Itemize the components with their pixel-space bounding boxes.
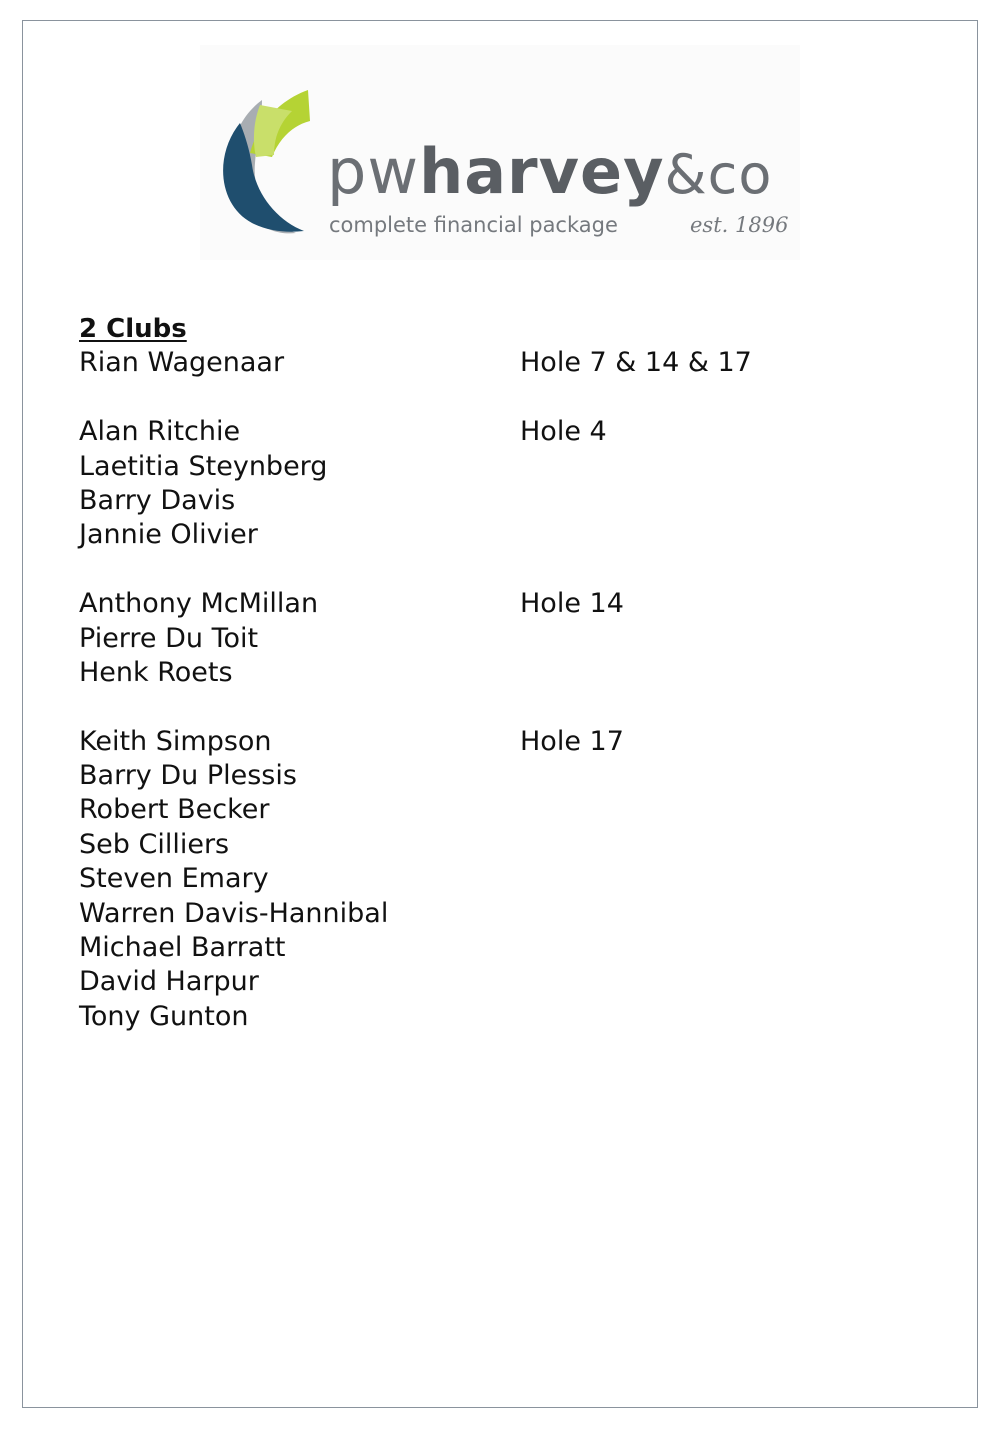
list-item bbox=[79, 793, 919, 827]
group-hole-4 bbox=[79, 415, 919, 553]
list-item bbox=[79, 346, 919, 380]
player-name: Warren Davis-Hannibal bbox=[79, 897, 389, 929]
winners-list bbox=[79, 312, 919, 1034]
player-name: Anthony McMillan bbox=[79, 588, 319, 620]
logo-established: est. 1896 bbox=[690, 213, 789, 237]
list-item bbox=[79, 862, 919, 896]
list-item bbox=[79, 965, 919, 999]
hole-label: Hole 4 bbox=[520, 416, 607, 448]
player-name: Rian Wagenaar bbox=[79, 347, 285, 379]
group-hole-17 bbox=[79, 725, 919, 1035]
list-item bbox=[79, 759, 919, 793]
list-item bbox=[79, 622, 919, 656]
list-item bbox=[79, 656, 919, 690]
player-name: Seb Cilliers bbox=[79, 828, 230, 860]
player-name: Pierre Du Toit bbox=[79, 622, 259, 654]
logo-tagline: complete financial package bbox=[329, 213, 618, 237]
player-name: Barry Du Plessis bbox=[79, 760, 297, 792]
player-name: David Harpur bbox=[79, 966, 259, 998]
group-hole-7-14-17 bbox=[79, 346, 919, 380]
player-name: Alan Ritchie bbox=[79, 416, 241, 448]
logo-brand-bold: harvey bbox=[419, 135, 665, 208]
list-item bbox=[79, 725, 919, 759]
player-name: Tony Gunton bbox=[79, 1000, 249, 1032]
hole-label: Hole 7 & 14 & 17 bbox=[520, 347, 752, 379]
player-name: Steven Emary bbox=[79, 863, 269, 895]
list-item bbox=[79, 415, 919, 449]
player-name: Henk Roets bbox=[79, 656, 233, 688]
list-item bbox=[79, 587, 919, 621]
list-item bbox=[79, 828, 919, 862]
logo-brand-light: pw bbox=[327, 135, 420, 208]
section-heading: 2 Clubs bbox=[79, 314, 187, 344]
player-name: Michael Barratt bbox=[79, 932, 286, 964]
list-item bbox=[79, 450, 919, 484]
list-item bbox=[79, 1000, 919, 1034]
svg-text:pwharvey&co bbox=[327, 135, 772, 208]
logo-brand-suffix: &co bbox=[664, 143, 773, 206]
list-item bbox=[79, 897, 919, 931]
player-name: Jannie Olivier bbox=[79, 519, 258, 551]
group-hole-14 bbox=[79, 587, 919, 690]
company-logo bbox=[200, 45, 800, 260]
player-name: Keith Simpson bbox=[79, 725, 272, 757]
player-name: Laetitia Steynberg bbox=[79, 450, 328, 482]
list-item bbox=[79, 931, 919, 965]
list-item bbox=[79, 518, 919, 552]
player-name: Robert Becker bbox=[79, 794, 270, 826]
hole-label: Hole 17 bbox=[520, 725, 624, 757]
list-item bbox=[79, 484, 919, 518]
player-name: Barry Davis bbox=[79, 484, 236, 516]
hole-label: Hole 14 bbox=[520, 588, 624, 620]
